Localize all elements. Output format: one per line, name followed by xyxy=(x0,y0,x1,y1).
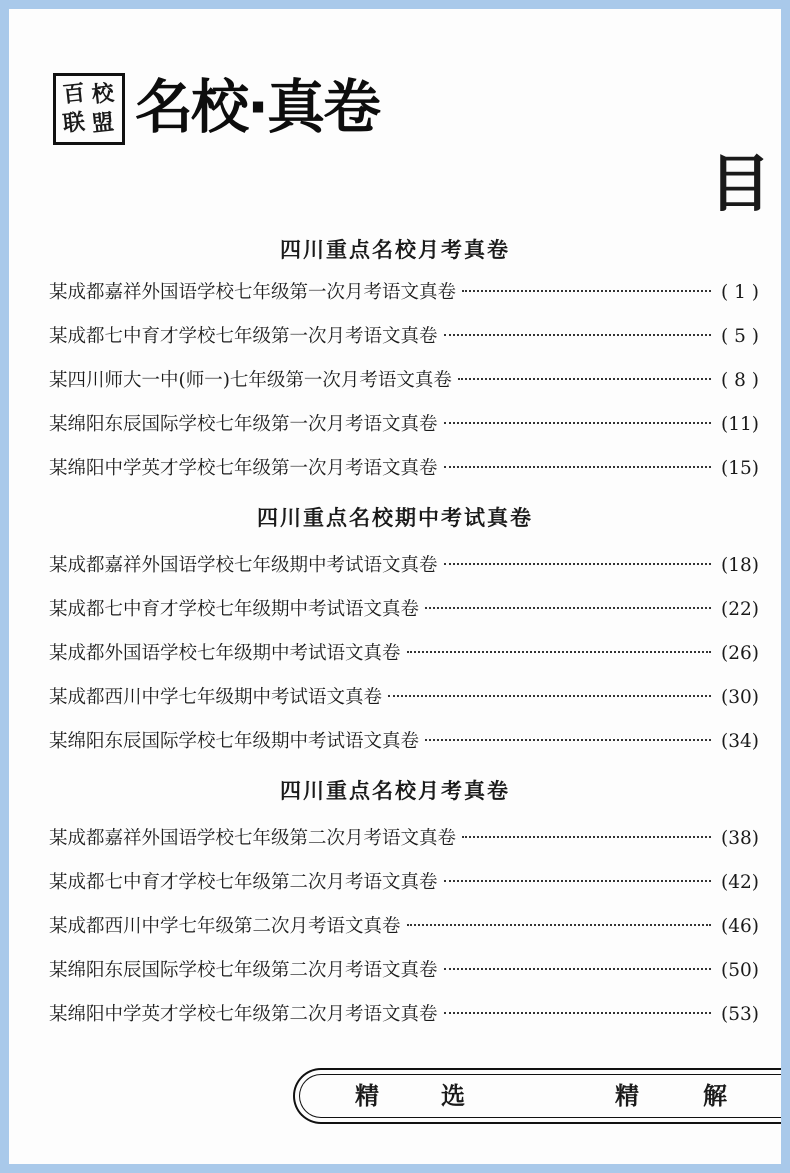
toc-entry[interactable] xyxy=(49,596,759,624)
publisher-logo xyxy=(53,73,125,145)
document-page xyxy=(9,9,781,1164)
toc-entry[interactable] xyxy=(49,957,759,985)
logo-char: 百 xyxy=(62,80,87,108)
dot-leader xyxy=(444,1012,711,1014)
toc-entry-page: (26) xyxy=(721,643,759,664)
toc-entry-page: (11) xyxy=(721,414,759,435)
logo-char: 盟 xyxy=(91,109,116,137)
toc-entry-title: 某四川师大一中(师一)七年级第一次月考语文真卷 xyxy=(49,370,452,391)
toc-entry[interactable] xyxy=(49,411,759,439)
toc-entry-title: 某成都七中育才学校七年级第一次月考语文真卷 xyxy=(49,326,438,347)
toc-entry-title: 某成都外国语学校七年级期中考试语文真卷 xyxy=(49,643,401,664)
toc-entry[interactable] xyxy=(49,552,759,580)
toc-entry-page: (34) xyxy=(721,731,759,752)
toc-entry[interactable] xyxy=(49,825,759,853)
series-title: 名校·真卷 xyxy=(135,73,380,141)
toc-entry-title: 某成都西川中学七年级第二次月考语文真卷 xyxy=(49,916,401,937)
dot-leader xyxy=(462,290,711,292)
dot-leader xyxy=(444,334,711,336)
toc-entry[interactable] xyxy=(49,913,759,941)
toc-entry-title: 某成都嘉祥外国语学校七年级期中考试语文真卷 xyxy=(49,555,438,576)
toc-entry[interactable] xyxy=(49,869,759,897)
toc-entry-page: ( 8 ) xyxy=(721,370,759,391)
dot-leader xyxy=(407,924,711,926)
toc-entry[interactable] xyxy=(49,367,759,395)
logo-char: 校 xyxy=(91,80,116,108)
toc-entry-page: ( 5 ) xyxy=(721,326,759,347)
dot-leader xyxy=(462,836,711,838)
dot-leader xyxy=(444,422,711,424)
logo-char: 联 xyxy=(62,109,87,137)
section-title: 四川重点名校月考真卷 xyxy=(280,238,510,262)
footer-word: 精 xyxy=(615,1082,639,1110)
dot-leader xyxy=(444,968,711,970)
toc-entry-title: 某绵阳东辰国际学校七年级第二次月考语文真卷 xyxy=(49,960,438,981)
toc-entry-title: 某绵阳东辰国际学校七年级期中考试语文真卷 xyxy=(49,731,420,752)
toc-entry-title: 某成都嘉祥外国语学校七年级第二次月考语文真卷 xyxy=(49,828,457,849)
toc-entry-title: 某成都西川中学七年级期中考试语文真卷 xyxy=(49,687,383,708)
toc-entry[interactable] xyxy=(49,728,759,756)
toc-entry[interactable] xyxy=(49,640,759,668)
dot-leader xyxy=(407,651,711,653)
dot-leader xyxy=(444,466,711,468)
toc-entry-page: (38) xyxy=(721,828,759,849)
toc-entry-title: 某成都嘉祥外国语学校七年级第一次月考语文真卷 xyxy=(49,282,457,303)
toc-entry-title: 某成都七中育才学校七年级第二次月考语文真卷 xyxy=(49,872,438,893)
dot-leader xyxy=(425,739,711,741)
toc-entry-page: (50) xyxy=(721,960,759,981)
toc-entry-page: (22) xyxy=(721,599,759,620)
toc-entry[interactable] xyxy=(49,279,759,307)
toc-entry-page: (42) xyxy=(721,872,759,893)
toc-entry-title: 某绵阳东辰国际学校七年级第一次月考语文真卷 xyxy=(49,414,438,435)
section-title: 四川重点名校月考真卷 xyxy=(280,779,510,803)
toc-entry-page: ( 1 ) xyxy=(721,282,759,303)
toc-entry-title: 某绵阳中学英才学校七年级第一次月考语文真卷 xyxy=(49,458,438,479)
toc-entry-title: 某绵阳中学英才学校七年级第二次月考语文真卷 xyxy=(49,1004,438,1025)
toc-entry[interactable] xyxy=(49,455,759,483)
dot-leader xyxy=(444,880,711,882)
dot-leader xyxy=(444,563,711,565)
toc-entry-page: (30) xyxy=(721,687,759,708)
section-title: 四川重点名校期中考试真卷 xyxy=(257,506,533,530)
footer-word: 解 xyxy=(703,1082,727,1110)
toc-entry-page: (18) xyxy=(721,555,759,576)
toc-entry-page: (15) xyxy=(721,458,759,479)
dot-leader xyxy=(388,695,711,697)
dot-leader xyxy=(425,607,711,609)
toc-entry-page: (46) xyxy=(721,916,759,937)
dot-leader xyxy=(458,378,711,380)
footer-word: 精 xyxy=(355,1082,379,1110)
toc-entry-page: (53) xyxy=(721,1004,759,1025)
footer-word: 选 xyxy=(441,1082,465,1110)
toc-entry[interactable] xyxy=(49,1001,759,1029)
toc-entry[interactable] xyxy=(49,323,759,351)
toc-entry[interactable] xyxy=(49,684,759,712)
contents-heading-char: 目 xyxy=(709,147,772,220)
toc-entry-title: 某成都七中育才学校七年级期中考试语文真卷 xyxy=(49,599,420,620)
